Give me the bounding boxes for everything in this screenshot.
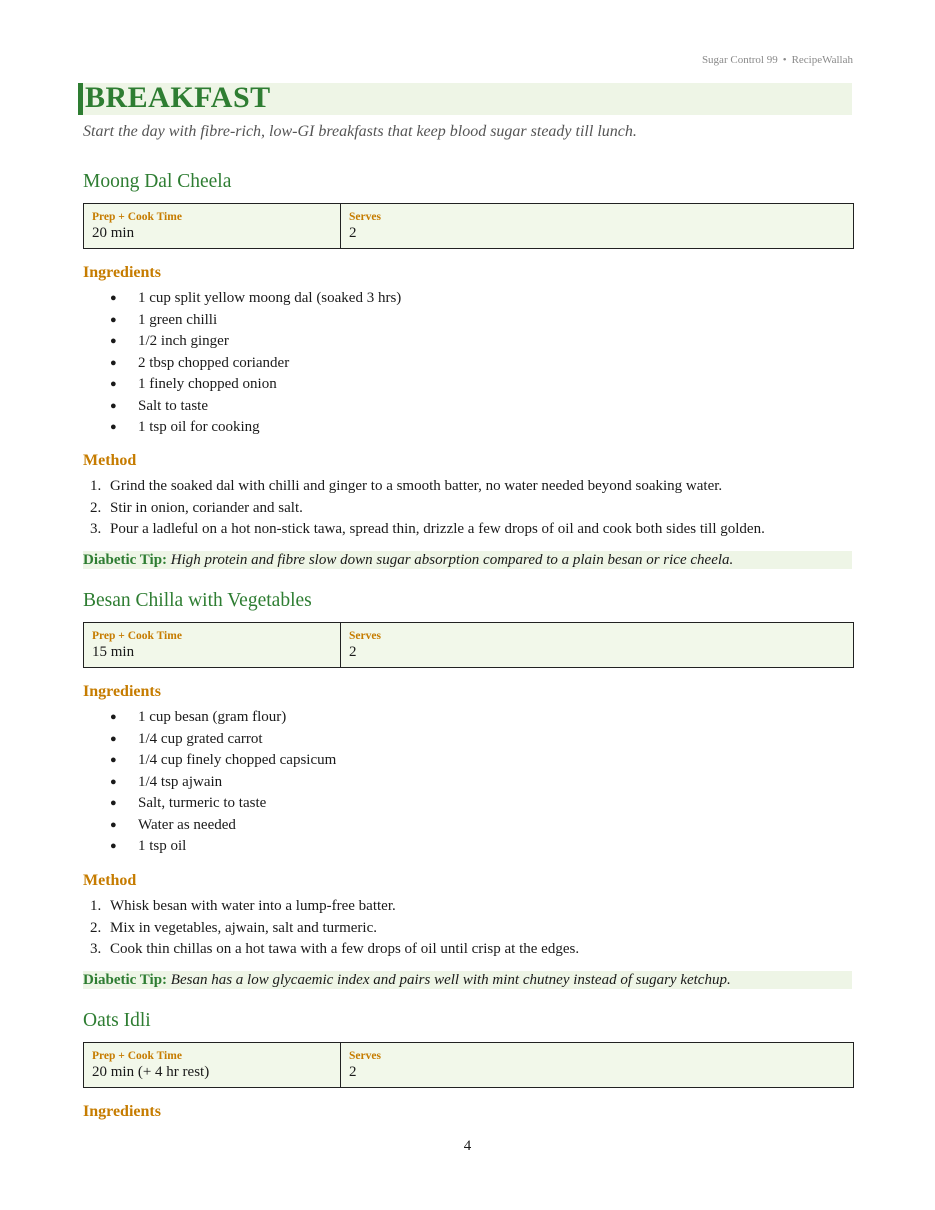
recipe-title: Moong Dal Cheela <box>83 171 232 192</box>
prep-time-value: 20 min (+ 4 hr rest) <box>92 1064 210 1080</box>
serves-cell <box>341 204 853 248</box>
method-step: Grind the soaked dal with chilli and ginger to a smooth batter, no water needed beyond soaking water. <box>110 478 723 494</box>
serves-cell <box>341 623 853 667</box>
list-item: 3. Pour a ladleful on a hot non-stick tawa, spread thin, drizzle a few drops of oil and cook both sides till golden. <box>90 521 765 537</box>
list-item: ● 1/4 cup finely chopped capsicum <box>83 750 336 772</box>
prep-time-cell <box>84 204 341 248</box>
list-item: ● 1 tsp oil for cooking <box>83 417 401 439</box>
method-step: Pour a ladleful on a hot non-stick tawa, spread thin, drizzle a few drops of oil and cook both sides till golden. <box>110 521 765 537</box>
prep-time-label: Prep + Cook Time <box>92 211 182 223</box>
list-item: ● Water as needed <box>83 815 336 837</box>
list-item: ● 2 tbsp chopped coriander <box>83 353 401 375</box>
chapter-intro: Start the day with fibre-rich, low-GI breakfasts that keep blood sugar steady till lunch. <box>83 123 637 140</box>
ingredients-list <box>83 707 336 858</box>
recipe-meta-table <box>83 1042 854 1088</box>
list-item: ● 1/4 cup grated carrot <box>83 729 336 751</box>
list-item: 1. Whisk besan with water into a lump-free batter. <box>90 898 396 914</box>
header-separator: • <box>782 54 787 66</box>
list-item: ● 1 cup split yellow moong dal (soaked 3 hrs) <box>83 288 401 310</box>
prep-time-cell <box>84 623 341 667</box>
serves-label: Serves <box>349 630 381 642</box>
list-item: ● 1 cup besan (gram flour) <box>83 707 336 729</box>
prep-time-value: 15 min <box>92 644 135 660</box>
tip-label: Diabetic Tip: <box>83 972 168 988</box>
method-step: Stir in onion, coriander and salt. <box>110 499 303 516</box>
method-heading: Method <box>83 872 137 889</box>
tip-text: High protein and fibre slow down sugar absorption compared to a plain besan or rice cheela. <box>170 552 734 568</box>
prep-time-cell <box>84 1043 341 1087</box>
recipe-title: Besan Chilla with Vegetables <box>83 590 312 611</box>
serves-value: 2 <box>349 1064 357 1080</box>
ingredients-heading: Ingredients <box>83 264 161 281</box>
list-item: ● Salt to taste <box>83 396 401 418</box>
list-item: 3. Cook thin chillas on a hot tawa with a few drops of oil until crisp at the edges. <box>90 941 580 957</box>
chapter-heading-band <box>78 83 852 115</box>
list-item: 2. Mix in vegetables, ajwain, salt and turmeric. <box>90 919 378 936</box>
recipe-moong-dal-cheela <box>83 170 854 568</box>
prep-time-value: 20 min <box>92 225 135 241</box>
method-step: Cook thin chillas on a hot tawa with a few drops of oil until crisp at the edges. <box>110 941 580 957</box>
recipe-oats-idli <box>83 1009 854 1120</box>
ingredients-heading: Ingredients <box>83 1103 161 1120</box>
serves-value: 2 <box>349 644 357 660</box>
tip-text: Besan has a low glycaemic index and pairs well with mint chutney instead of sugary ketchup. <box>170 972 731 988</box>
method-step: Mix in vegetables, ajwain, salt and turmeric. <box>110 919 378 936</box>
list-item: ● 1 green chilli <box>83 310 401 332</box>
chapter-title: BREAKFAST <box>85 81 271 114</box>
list-item: 1. Grind the soaked dal with chilli and ginger to a smooth batter, no water needed beyond soaking water. <box>90 478 723 494</box>
prep-time-label: Prep + Cook Time <box>92 630 182 642</box>
serves-value: 2 <box>349 225 357 241</box>
recipe-besan-chilla <box>83 589 854 988</box>
book-title: Sugar Control 99 <box>701 54 778 66</box>
serves-cell <box>341 1043 853 1087</box>
list-item: ● 1/2 inch ginger <box>83 331 401 353</box>
prep-time-label: Prep + Cook Time <box>92 1050 182 1062</box>
method-heading: Method <box>83 452 137 469</box>
running-header <box>702 54 853 66</box>
list-item: ● 1 finely chopped onion <box>83 374 401 396</box>
list-item: ● 1/4 tsp ajwain <box>83 772 336 794</box>
publisher-name: RecipeWallah <box>791 54 853 66</box>
page-number: 4 <box>463 1138 472 1154</box>
diabetic-tip <box>83 971 852 989</box>
serves-label: Serves <box>349 1050 381 1062</box>
recipe-meta-table <box>83 203 854 249</box>
method-list <box>83 476 765 541</box>
recipe-title: Oats Idli <box>83 1010 151 1031</box>
list-item: ● 1 tsp oil <box>83 836 336 858</box>
recipe-meta-table <box>83 622 854 668</box>
ingredients-heading: Ingredients <box>83 683 161 700</box>
tip-label: Diabetic Tip: <box>83 552 168 568</box>
method-list <box>83 896 579 961</box>
list-item: 2. Stir in onion, coriander and salt. <box>90 499 303 516</box>
diabetic-tip <box>83 551 852 569</box>
list-item: ● Salt, turmeric to taste <box>83 793 336 815</box>
ingredients-list <box>83 288 401 439</box>
method-step: Whisk besan with water into a lump-free batter. <box>110 898 396 914</box>
serves-label: Serves <box>349 211 381 223</box>
